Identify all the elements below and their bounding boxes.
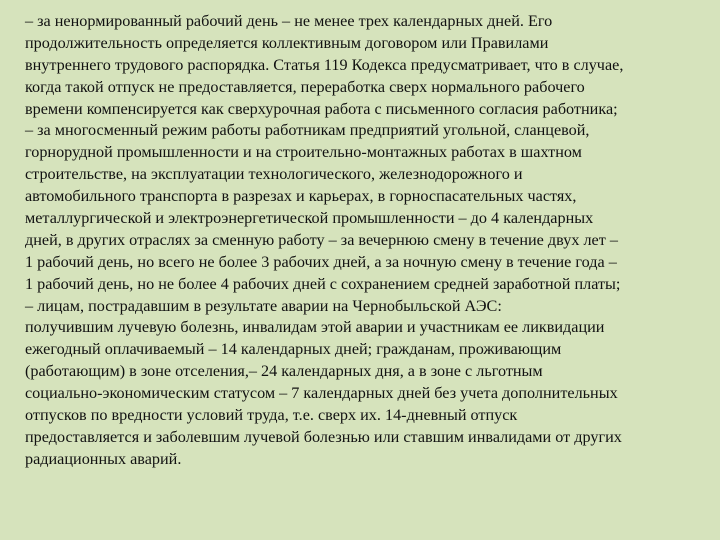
text-line: – за ненормированный рабочий день – не менее трех календарных дней. Его [25, 12, 553, 30]
text-line: дней, в других отраслях за сменную работу – за вечернюю смену в течение двух лет – [25, 230, 618, 249]
text-line: металлургической и электроэнергетической промышленности – до 4 календарных [25, 209, 594, 228]
text-line: продолжительность определяется коллективным договором или Правилами [25, 33, 549, 52]
text-line: горнорудной промышленности и на строительно-монтажных работах в шахтном [25, 143, 582, 162]
text-line: социально-экономическим статусом – 7 календарных дней без учета дополнительных [25, 384, 618, 403]
text-line: – лицам, пострадавшим в результате аварии на Чернобыльской АЭС: [25, 296, 502, 315]
text-line: ежегодный оплачиваемый – 14 календарных дней; гражданам, проживающим [25, 340, 562, 359]
text-line: – за многосменный режим работы работникам предприятий угольной, сланцевой, [25, 121, 590, 140]
text-line: 1 рабочий день, но не более 4 рабочих дней с сохранением средней заработной платы; [25, 274, 621, 293]
text-line: строительстве, на эксплуатации технологического, железнодорожного и [25, 165, 523, 184]
body-text-block [25, 11, 705, 471]
text-line: получившим лучевую болезнь, инвалидам этой аварии и участникам ее ликвидации [25, 318, 605, 337]
text-line: радиационных аварий. [25, 449, 182, 468]
text-line: автомобильного транспорта в разрезах и карьерах, в горноспасательных частях, [25, 187, 577, 206]
text-line: когда такой отпуск не предоставляется, переработка сверх нормального рабочего [25, 77, 585, 96]
text-line: предоставляется и заболевшим лучевой болезнью или ставшим инвалидами от других [25, 427, 622, 446]
text-line: внутреннего трудового распорядка. Статья 119 Кодекса предусматривает, что в случае, [25, 55, 624, 74]
text-line: 1 рабочий день, но всего не более 3 рабочих дней, а за ночную смену в течение года – [25, 252, 617, 271]
text-line: (работающим) в зоне отселения,– 24 календарных дня, а в зоне с льготным [25, 362, 543, 381]
text-line: времени компенсируется как сверхурочная работа с письменного согласия работника; [25, 99, 618, 118]
text-line: отпусков по вредности условий труда, т.е. сверх их. 14-дневный отпуск [25, 406, 518, 425]
